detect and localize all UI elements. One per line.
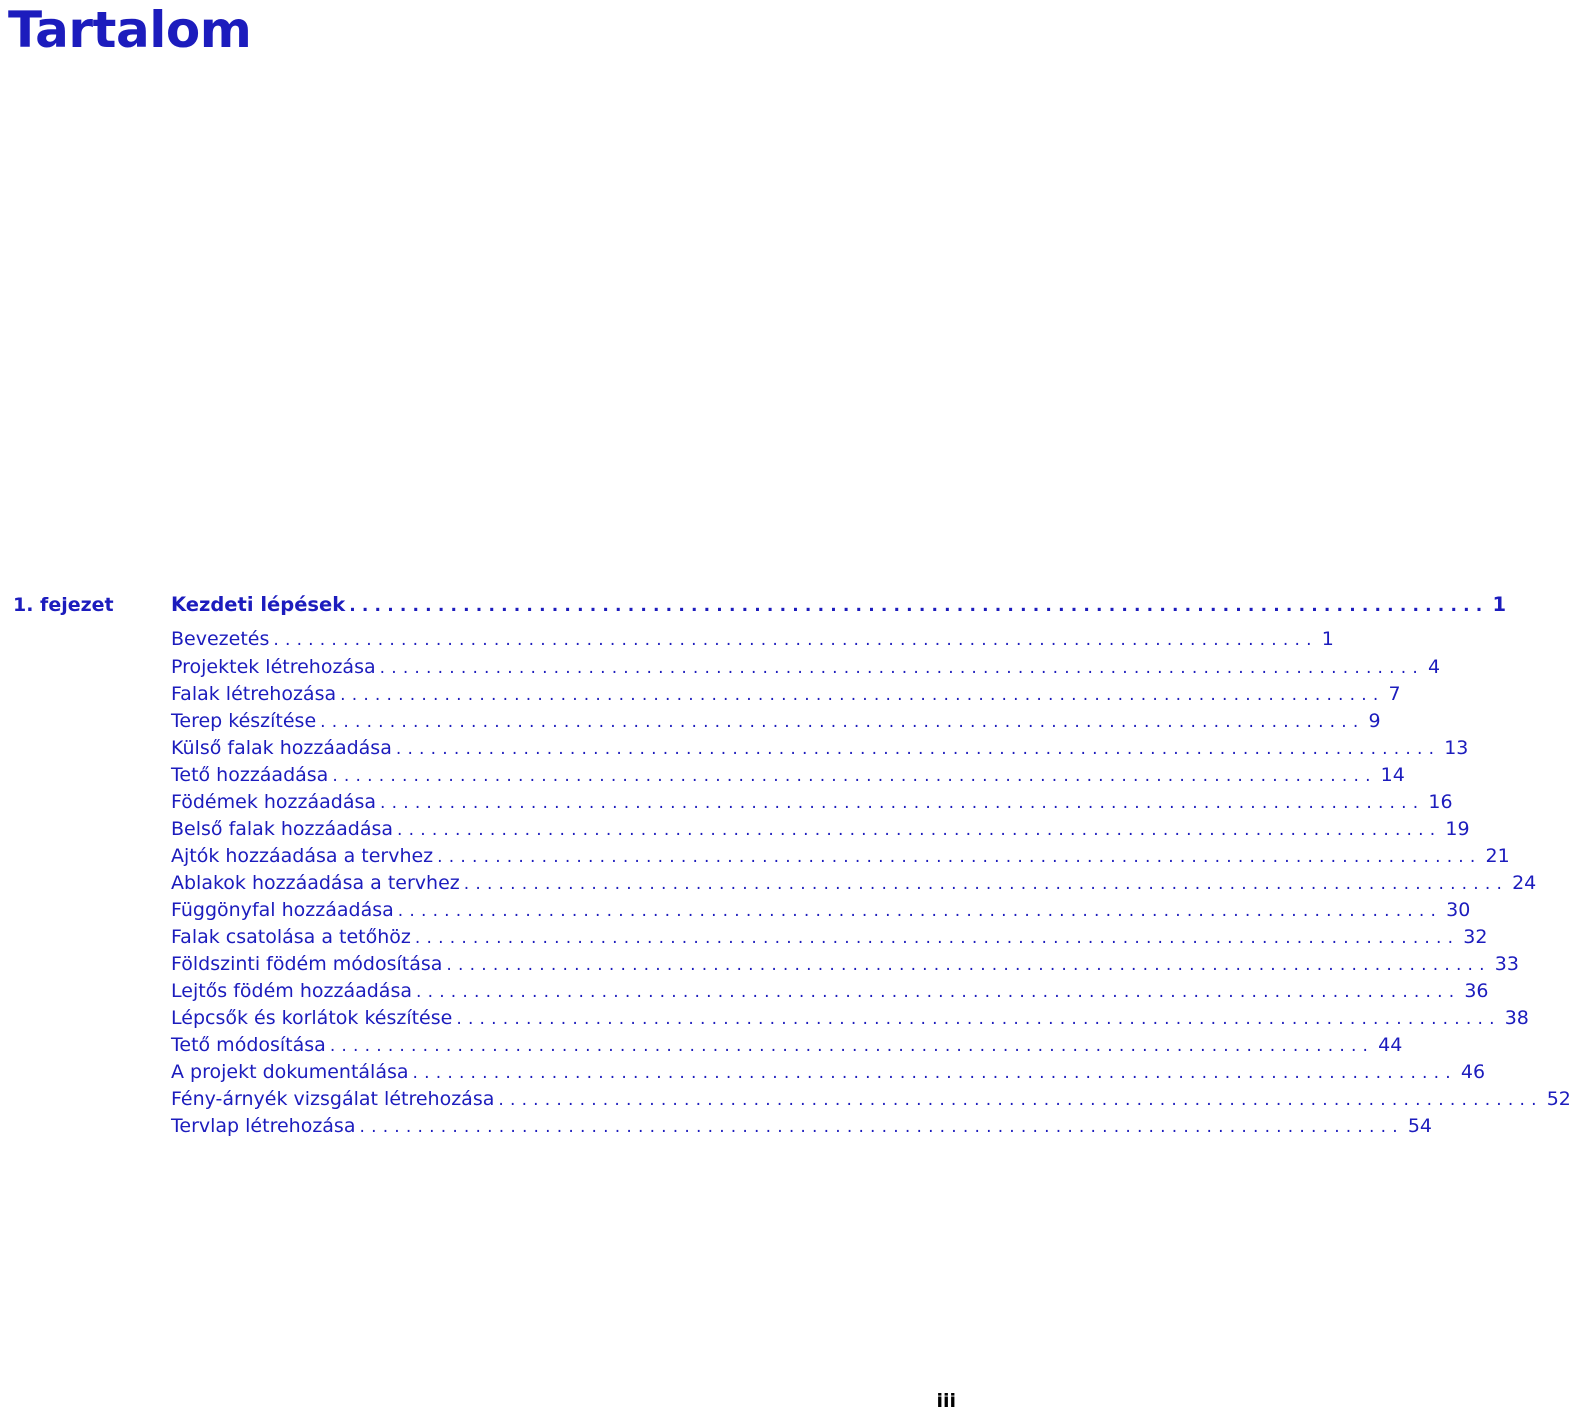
dot-leader: ..........................................................................................: [412, 1063, 1457, 1083]
dot-leader: ..........................................................................................: [498, 1090, 1543, 1110]
toc-entry-page: 52: [1546, 1088, 1571, 1110]
toc-entry-title: Lépcsők és korlátok készítése: [171, 1007, 453, 1029]
toc-entry-title: Födémek hozzáadása: [171, 791, 377, 813]
toc-entry-page: 21: [1485, 845, 1510, 867]
toc-entry-page: 13: [1444, 737, 1469, 759]
dot-leader: ..........................................................................................: [340, 685, 1385, 705]
toc-entry-title: Falak csatolása a tetőhöz: [171, 926, 411, 948]
page-number: iii: [936, 1390, 956, 1412]
toc-entry-page: 7: [1388, 683, 1401, 705]
toc-entry[interactable]: [171, 1059, 1486, 1085]
dot-leader: ..........................................................................................: [332, 766, 1377, 786]
toc-entry-page: 44: [1378, 1034, 1403, 1056]
toc-chapter-entry[interactable]: [171, 592, 1507, 618]
toc-entry[interactable]: [171, 870, 1537, 896]
dot-leader: ..........................................................................................: [320, 712, 1365, 732]
toc-entry-title: Függönyfal hozzáadása: [171, 899, 394, 921]
toc-entry-title: A projekt dokumentálása: [171, 1061, 409, 1083]
dot-leader: ..........................................................................................: [359, 1117, 1404, 1137]
toc-entry-title: Fény-árnyék vizsgálat létrehozása: [171, 1088, 495, 1110]
toc-entry[interactable]: [171, 1005, 1529, 1031]
dot-leader: ..........................................................................................: [416, 982, 1461, 1002]
toc-entry[interactable]: [171, 1113, 1433, 1139]
toc-entry[interactable]: [171, 735, 1469, 761]
dot-leader: ..........................................................................................: [414, 928, 1460, 948]
toc-entry-title: Tető hozzáadása: [171, 764, 329, 786]
toc-entry[interactable]: [171, 1086, 1571, 1112]
dot-leader: ..........................................................................................: [397, 820, 1442, 840]
toc-entry[interactable]: [171, 762, 1405, 788]
toc-entry[interactable]: [171, 951, 1519, 977]
toc-entry[interactable]: [171, 654, 1441, 680]
dot-leader: ..........................................................................................: [463, 874, 1509, 894]
dot-leader: ..........................................................................................: [397, 901, 1443, 921]
dot-leader: ..........................................................................................: [379, 658, 1424, 678]
toc-chapter-page: 1: [1492, 593, 1507, 616]
toc-entry-title: Projektek létrehozása: [171, 656, 376, 678]
toc-entry-title: Bevezetés: [171, 628, 270, 650]
toc-entry[interactable]: [171, 626, 1334, 652]
toc-entry-title: Külső falak hozzáadása: [171, 737, 392, 759]
toc-entry-title: Tervlap létrehozása: [171, 1115, 356, 1137]
toc-entry-page: 16: [1428, 791, 1453, 813]
toc-entry-page: 32: [1463, 926, 1488, 948]
toc-entry-title: Lejtős födém hozzáadása: [171, 980, 412, 1002]
toc-entry-page: 46: [1460, 1061, 1486, 1083]
dot-leader: ..........................................................................................: [380, 793, 1425, 813]
toc-entry-title: Ablakok hozzáadása a tervhez: [171, 872, 460, 894]
dot-leader: ..........................................................................................: [395, 739, 1441, 759]
toc-chapter-title: Kezdeti lépések: [171, 593, 346, 616]
toc-entry-page: 36: [1464, 980, 1489, 1002]
toc-entry-page: 14: [1380, 764, 1405, 786]
dot-leader: ..........................................................................................: [273, 630, 1318, 650]
toc-entry-page: 24: [1512, 872, 1537, 894]
toc-entry-title: Falak létrehozása: [171, 683, 337, 705]
toc-entry[interactable]: [171, 1032, 1403, 1058]
dot-leader: ..........................................................................................: [329, 1036, 1375, 1056]
toc-entry-page: 4: [1427, 656, 1441, 678]
dot-leader: ..........................................................................................: [437, 847, 1482, 867]
toc-entry-page: 30: [1446, 899, 1471, 921]
toc-entry[interactable]: [171, 897, 1471, 923]
toc-entry-page: 54: [1407, 1115, 1433, 1137]
toc-entry-title: Földszinti födém módosítása: [171, 953, 443, 975]
toc-entry-title: Ajtók hozzáadása a tervhez: [171, 845, 434, 867]
toc-entry[interactable]: [171, 843, 1510, 869]
toc-entry[interactable]: [171, 789, 1453, 815]
toc-entry-page: 33: [1494, 953, 1519, 975]
toc-entry-page: 9: [1368, 710, 1381, 732]
dot-leader: ..........................................................................................: [349, 596, 1489, 616]
dot-leader: ..........................................................................................: [446, 955, 1491, 975]
toc-entry[interactable]: [171, 978, 1489, 1004]
toc-entry-title: Belső falak hozzáadása: [171, 818, 394, 840]
toc-entry-page: 38: [1504, 1007, 1529, 1029]
toc-entry-page: 19: [1445, 818, 1470, 840]
toc-entry[interactable]: [171, 708, 1381, 734]
toc-entry[interactable]: [171, 816, 1470, 842]
toc-entry[interactable]: [171, 924, 1488, 950]
chapter-label: 1. fejezet: [13, 594, 114, 616]
toc-entry-title: Tető módosítása: [171, 1034, 326, 1056]
page-title: Tartalom: [8, 1, 252, 59]
dot-leader: ..........................................................................................: [456, 1009, 1501, 1029]
toc-entry[interactable]: [171, 681, 1401, 707]
toc-entry-page: 1: [1321, 628, 1334, 650]
toc-entry-title: Terep készítése: [171, 710, 317, 732]
